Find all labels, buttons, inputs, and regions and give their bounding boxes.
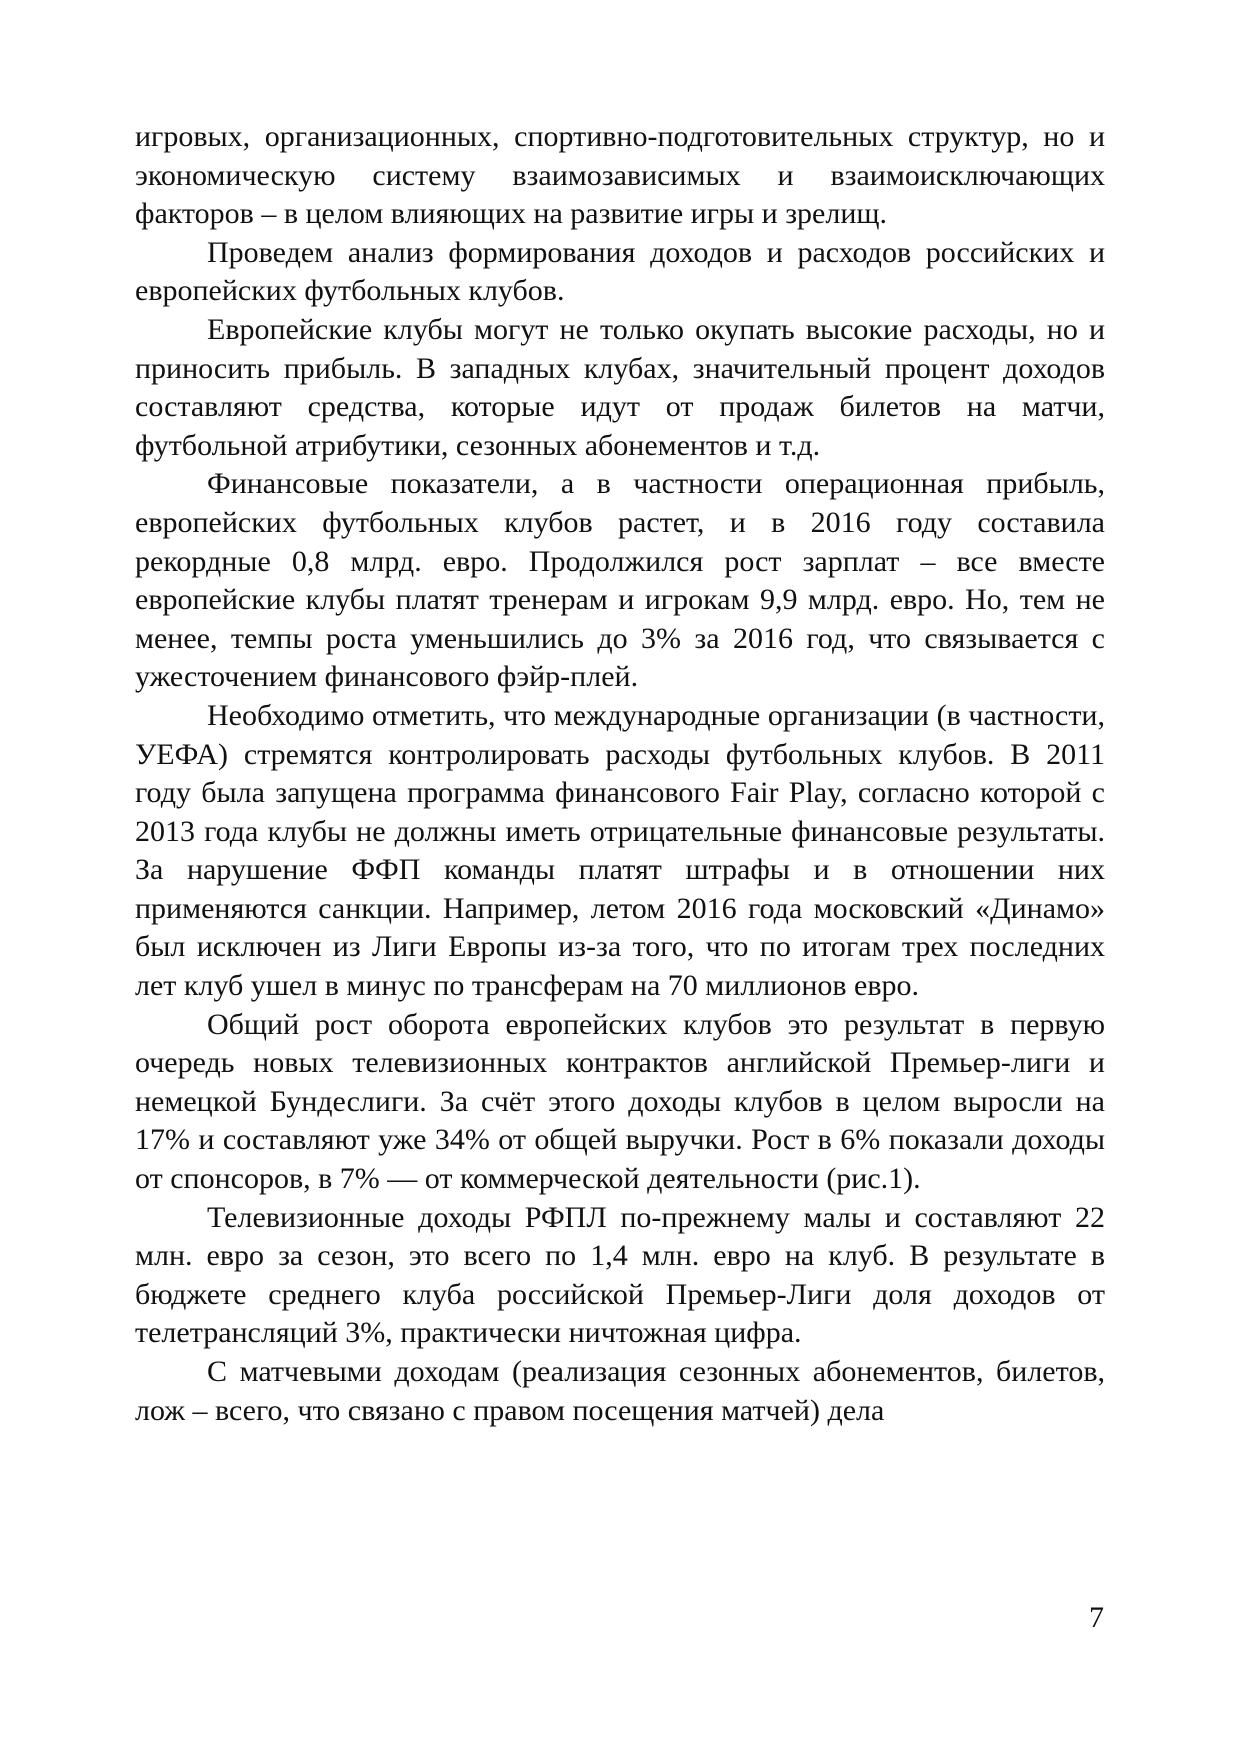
paragraph-tv-revenue: Телевизионные доходы РФПЛ по-прежнему малы и составляют 22 млн. евро за сезон, это всего по 1,4 млн. евро на клуб. В результате в бюджете среднего клуба российской Премьер-Лиги доля доходов от телетрансляций 3%, практически ничтожная цифра. [135,1200,1105,1350]
paragraph-european-clubs: Европейские клубы могут не только окупать высокие расходы, но и приносить прибыль. В западных клубах, значительный процент доходов составляют средства, которые идут от продаж билетов на матчи, футбольной атрибутики, сезонных абонементов и т.д. [135,312,1105,462]
paragraph-continuation: игровых, организационных, спортивно-подготовительных структур, но и экономическую систему взаимозависимых и взаимоисключающих факторов – в целом влияющих на развитие игры и зрелищ. [135,120,1105,231]
page-number: 7 [1089,1601,1104,1634]
paragraph-analysis-intro: Проведем анализ формирования доходов и расходов российских и европейских футбольных клубов. [135,235,1105,308]
paragraph-turnover-growth: Общий рост оборота европейских клубов это результат в первую очередь новых телевизионных контрактов английской Премьер-лиги и немецкой Бундеслиги. За счёт этого доходы клубов в целом выросли на 17% и составляют уже 34% от общей выручки. Рост в 6% показали доходы от спонсоров, в 7% — от коммерческой деятельности (рис.1). [135,1007,1105,1196]
paragraph-uefa-control: Необходимо отметить, что международные организации (в частности, УЕФА) стремятся контролировать расходы футбольных клубов. В 2011 году была запущена программа финансового Fair Play, согласно которой с 2013 года клубы не должны иметь отрицательные финансовые результаты. За нарушение ФФП команды платят штрафы и в отношении них применяются санкции. Например, летом 2016 года московский «Динамо» был исключен из Лиги Европы из-за того, что по итогам трех последних лет клуб ушел в минус по трансферам на 70 миллионов евро. [135,698,1105,1003]
paragraph-match-revenue: С матчевыми доходам (реализация сезонных абонементов, билетов, лож – всего, что связано с правом посещения матчей) дела [135,1355,1105,1427]
body-text [135,118,1105,1430]
paragraph-financial-indicators: Финансовые показатели, а в частности операционная прибыль, европейских футбольных клубов растет, и в 2016 году составила рекордные 0,8 млрд. евро. Продолжился рост зарплат – все вместе европейские клубы платят тренерам и игрокам 9,9 млрд. евро. Но, тем не менее, темпы роста уменьшились до 3% за 2016 год, что связывается с ужесточением финансового фэйр-плей. [135,467,1105,694]
